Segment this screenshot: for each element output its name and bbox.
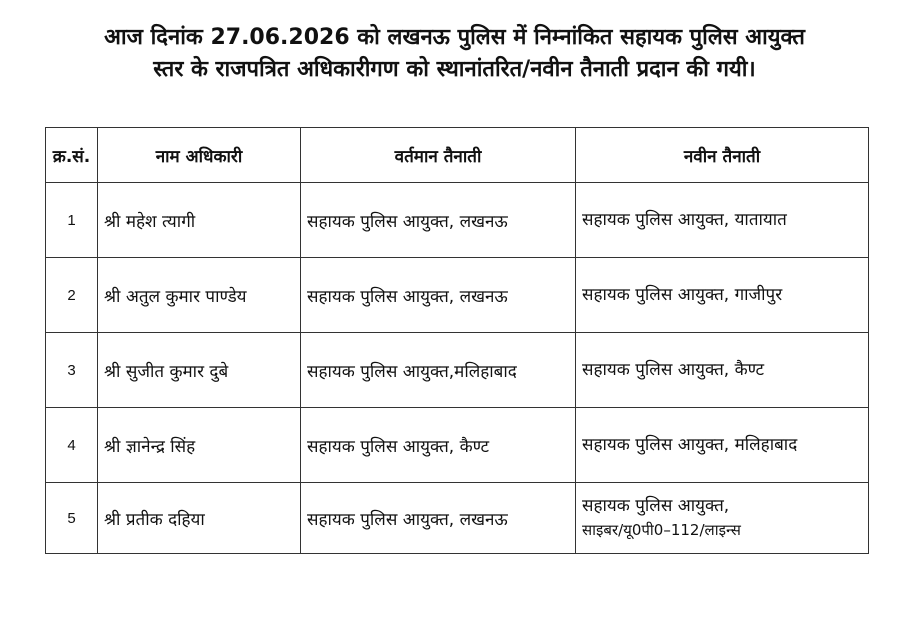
header-serial: क्र.सं. bbox=[46, 128, 98, 183]
new-posting-line: सहायक पुलिस आयुक्त, कैण्ट bbox=[582, 360, 765, 380]
new-posting-cell bbox=[576, 183, 869, 258]
officer-name-cell: श्री सुजीत कुमार दुबे bbox=[98, 333, 301, 408]
new-posting-line: सहायक पुलिस आयुक्त, bbox=[582, 496, 730, 516]
serial-cell: 4 bbox=[46, 408, 98, 483]
table-row bbox=[46, 333, 869, 408]
officer-name-cell: श्री प्रतीक दहिया bbox=[98, 483, 301, 554]
current-posting-cell: सहायक पुलिस आयुक्त, लखनऊ bbox=[301, 183, 576, 258]
current-posting-cell: सहायक पुलिस आयुक्त,मलिहाबाद bbox=[301, 333, 576, 408]
current-posting-cell: सहायक पुलिस आयुक्त, कैण्ट bbox=[301, 408, 576, 483]
officer-name-cell: श्री अतुल कुमार पाण्डेय bbox=[98, 258, 301, 333]
document-heading bbox=[20, 22, 889, 86]
table-row bbox=[46, 408, 869, 483]
new-posting-cell bbox=[576, 333, 869, 408]
heading-line-2: स्तर के राजपत्रित अधिकारीगण को स्थानांतरित/नवीन तैनाती प्रदान की गयी। bbox=[153, 57, 756, 82]
table-row bbox=[46, 483, 869, 554]
current-posting-cell: सहायक पुलिस आयुक्त, लखनऊ bbox=[301, 483, 576, 554]
serial-cell: 1 bbox=[46, 183, 98, 258]
new-posting-line: सहायक पुलिस आयुक्त, यातायात bbox=[582, 210, 787, 230]
serial-cell: 3 bbox=[46, 333, 98, 408]
new-posting-cell bbox=[576, 258, 869, 333]
new-posting-cell bbox=[576, 408, 869, 483]
table-header-row bbox=[46, 128, 869, 183]
new-posting-line: सहायक पुलिस आयुक्त, मलिहाबाद bbox=[582, 435, 798, 455]
serial-cell: 2 bbox=[46, 258, 98, 333]
table-row bbox=[46, 183, 869, 258]
heading-line-1: आज दिनांक 27.06.2026 को लखनऊ पुलिस में निम्नांकित सहायक पुलिस आयुक्त bbox=[104, 25, 805, 50]
table-row bbox=[46, 258, 869, 333]
officer-name-cell: श्री ज्ञानेन्द्र सिंह bbox=[98, 408, 301, 483]
header-new-posting: नवीन तैनाती bbox=[576, 128, 869, 183]
new-posting-line-2: साइबर/यू0पी0–112/लाइन्स bbox=[582, 521, 741, 539]
officer-name-cell: श्री महेश त्यागी bbox=[98, 183, 301, 258]
new-posting-cell bbox=[576, 483, 869, 554]
current-posting-cell: सहायक पुलिस आयुक्त, लखनऊ bbox=[301, 258, 576, 333]
serial-cell: 5 bbox=[46, 483, 98, 554]
new-posting-line: सहायक पुलिस आयुक्त, गाजीपुर bbox=[582, 285, 783, 305]
transfer-table bbox=[45, 127, 869, 554]
header-officer-name: नाम अधिकारी bbox=[98, 128, 301, 183]
header-current-posting: वर्तमान तैनाती bbox=[301, 128, 576, 183]
